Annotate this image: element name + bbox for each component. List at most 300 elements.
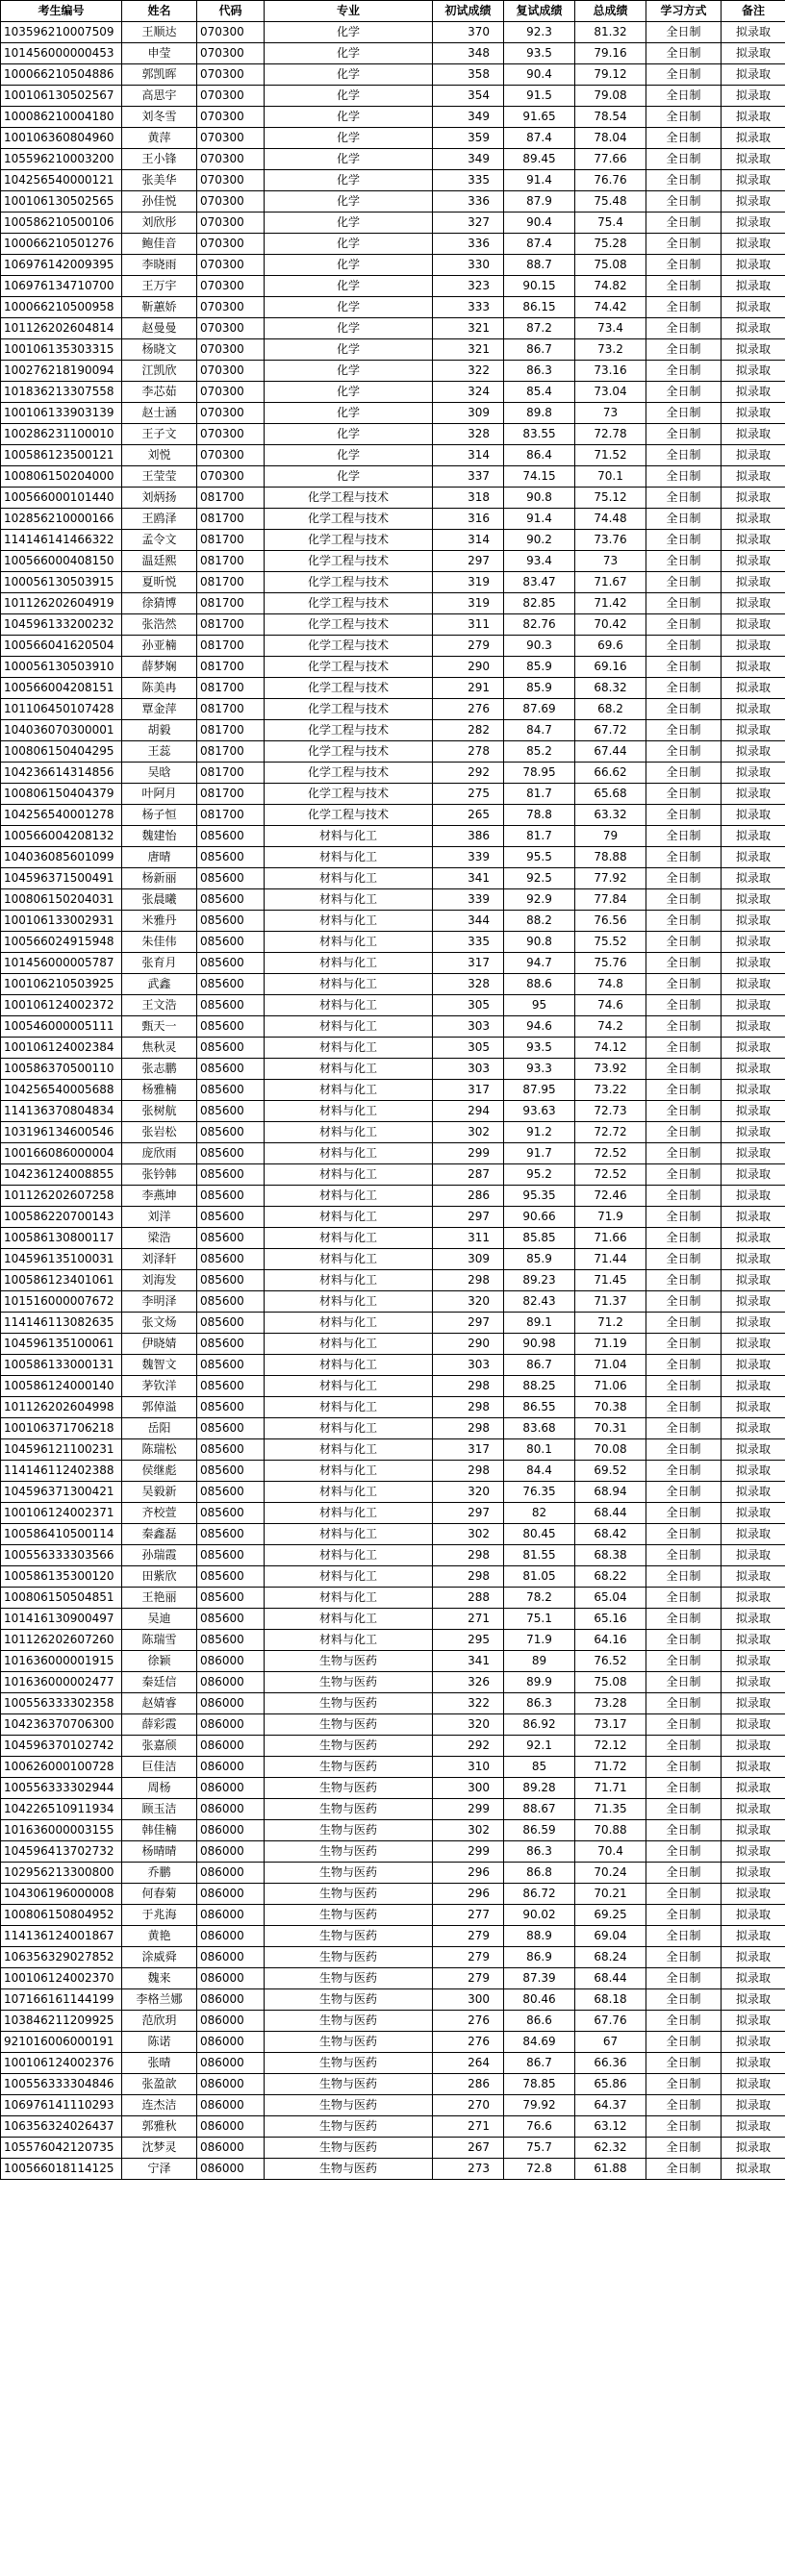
cell-retest-score: 88.9 xyxy=(504,1926,575,1947)
cell-remark: 拟录取 xyxy=(722,445,785,466)
cell-initial-score: 279 xyxy=(433,1926,504,1947)
cell-name: 茅钦洋 xyxy=(122,1376,197,1397)
cell-remark: 拟录取 xyxy=(722,318,785,339)
cell-total-score: 67 xyxy=(575,2032,646,2053)
cell-name: 刘冬雪 xyxy=(122,107,197,128)
cell-major: 化学工程与技术 xyxy=(265,805,433,826)
cell-exam-id: 101636000003155 xyxy=(1,1820,122,1841)
table-row xyxy=(1,2116,785,2138)
cell-name: 郭雅秋 xyxy=(122,2116,197,2138)
table-row xyxy=(1,107,785,128)
cell-name: 陈诺 xyxy=(122,2032,197,2053)
cell-major: 化学 xyxy=(265,234,433,255)
table-row xyxy=(1,1080,785,1101)
cell-initial-score: 299 xyxy=(433,1799,504,1820)
cell-total-score: 73.16 xyxy=(575,361,646,382)
cell-major: 生物与医药 xyxy=(265,1651,433,1672)
cell-total-score: 74.48 xyxy=(575,509,646,530)
cell-exam-id: 102856210000166 xyxy=(1,509,122,530)
cell-exam-id: 105576042120735 xyxy=(1,2138,122,2159)
cell-code: 081700 xyxy=(197,614,265,636)
cell-code: 070300 xyxy=(197,64,265,86)
table-row xyxy=(1,318,785,339)
cell-name: 赵曼曼 xyxy=(122,318,197,339)
cell-name: 顾玉洁 xyxy=(122,1799,197,1820)
cell-name: 秦鑫磊 xyxy=(122,1524,197,1545)
cell-study-mode: 全日制 xyxy=(646,1186,722,1207)
cell-exam-id: 104256540001278 xyxy=(1,805,122,826)
cell-remark: 拟录取 xyxy=(722,107,785,128)
cell-name: 张美华 xyxy=(122,170,197,191)
cell-initial-score: 323 xyxy=(433,276,504,297)
cell-remark: 拟录取 xyxy=(722,1397,785,1418)
cell-retest-score: 87.4 xyxy=(504,234,575,255)
cell-study-mode: 全日制 xyxy=(646,1905,722,1926)
cell-code: 086000 xyxy=(197,1884,265,1905)
table-row xyxy=(1,1291,785,1313)
cell-study-mode: 全日制 xyxy=(646,1291,722,1313)
cell-major: 材料与化工 xyxy=(265,1566,433,1588)
cell-initial-score: 320 xyxy=(433,1482,504,1503)
cell-initial-score: 324 xyxy=(433,382,504,403)
cell-retest-score: 92.1 xyxy=(504,1736,575,1757)
cell-name: 齐校萱 xyxy=(122,1503,197,1524)
cell-retest-score: 90.02 xyxy=(504,1905,575,1926)
cell-remark: 拟录取 xyxy=(722,1122,785,1143)
cell-name: 孙佳悦 xyxy=(122,191,197,213)
cell-initial-score: 287 xyxy=(433,1164,504,1186)
table-row xyxy=(1,403,785,424)
cell-initial-score: 277 xyxy=(433,1905,504,1926)
cell-study-mode: 全日制 xyxy=(646,1989,722,2011)
cell-exam-id: 100166086000004 xyxy=(1,1143,122,1164)
cell-total-score: 75.48 xyxy=(575,191,646,213)
cell-exam-id: 104596135100031 xyxy=(1,1249,122,1270)
cell-total-score: 78.54 xyxy=(575,107,646,128)
cell-remark: 拟录取 xyxy=(722,191,785,213)
cell-retest-score: 86.92 xyxy=(504,1714,575,1736)
cell-initial-score: 322 xyxy=(433,1693,504,1714)
cell-major: 生物与医药 xyxy=(265,1884,433,1905)
cell-study-mode: 全日制 xyxy=(646,889,722,911)
cell-remark: 拟录取 xyxy=(722,2074,785,2095)
cell-study-mode: 全日制 xyxy=(646,1143,722,1164)
cell-total-score: 79.12 xyxy=(575,64,646,86)
cell-exam-id: 104596133200232 xyxy=(1,614,122,636)
table-row xyxy=(1,1439,785,1461)
cell-major: 生物与医药 xyxy=(265,1905,433,1926)
cell-exam-id: 100286231100010 xyxy=(1,424,122,445)
cell-code: 085600 xyxy=(197,1207,265,1228)
cell-total-score: 73.17 xyxy=(575,1714,646,1736)
cell-remark: 拟录取 xyxy=(722,1038,785,1059)
cell-initial-score: 318 xyxy=(433,488,504,509)
header-code: 代码 xyxy=(197,1,265,22)
cell-exam-id: 101416130900497 xyxy=(1,1609,122,1630)
cell-code: 085600 xyxy=(197,1334,265,1355)
cell-initial-score: 359 xyxy=(433,128,504,149)
table-row xyxy=(1,678,785,699)
table-row xyxy=(1,868,785,889)
cell-total-score: 77.66 xyxy=(575,149,646,170)
cell-total-score: 72.52 xyxy=(575,1164,646,1186)
cell-major: 材料与化工 xyxy=(265,1080,433,1101)
cell-retest-score: 88.7 xyxy=(504,255,575,276)
cell-study-mode: 全日制 xyxy=(646,339,722,361)
cell-major: 生物与医药 xyxy=(265,1926,433,1947)
cell-name: 张岩松 xyxy=(122,1122,197,1143)
cell-major: 材料与化工 xyxy=(265,1439,433,1461)
cell-total-score: 74.82 xyxy=(575,276,646,297)
cell-name: 武鑫 xyxy=(122,974,197,995)
cell-major: 化学 xyxy=(265,170,433,191)
cell-study-mode: 全日制 xyxy=(646,1968,722,1989)
cell-name: 张树航 xyxy=(122,1101,197,1122)
cell-major: 生物与医药 xyxy=(265,1989,433,2011)
table-row xyxy=(1,1143,785,1164)
cell-initial-score: 349 xyxy=(433,107,504,128)
cell-name: 朱佳伟 xyxy=(122,932,197,953)
cell-initial-score: 339 xyxy=(433,889,504,911)
cell-retest-score: 91.5 xyxy=(504,86,575,107)
cell-study-mode: 全日制 xyxy=(646,276,722,297)
cell-study-mode: 全日制 xyxy=(646,551,722,572)
cell-total-score: 75.76 xyxy=(575,953,646,974)
cell-total-score: 70.31 xyxy=(575,1418,646,1439)
cell-study-mode: 全日制 xyxy=(646,826,722,847)
cell-total-score: 72.12 xyxy=(575,1736,646,1757)
table-row xyxy=(1,361,785,382)
table-row xyxy=(1,911,785,932)
header-exam-id: 考生编号 xyxy=(1,1,122,22)
cell-exam-id: 100106371706218 xyxy=(1,1418,122,1439)
cell-total-score: 73 xyxy=(575,551,646,572)
cell-retest-score: 86.4 xyxy=(504,445,575,466)
cell-name: 张盈歆 xyxy=(122,2074,197,2095)
cell-code: 086000 xyxy=(197,1947,265,1968)
table-row xyxy=(1,1355,785,1376)
cell-exam-id: 101126202604998 xyxy=(1,1397,122,1418)
cell-major: 生物与医药 xyxy=(265,2095,433,2116)
cell-name: 刘炳扬 xyxy=(122,488,197,509)
cell-remark: 拟录取 xyxy=(722,22,785,43)
cell-code: 070300 xyxy=(197,43,265,64)
cell-exam-id: 100556333303566 xyxy=(1,1545,122,1566)
cell-name: 王文浩 xyxy=(122,995,197,1016)
cell-total-score: 71.19 xyxy=(575,1334,646,1355)
cell-initial-score: 335 xyxy=(433,932,504,953)
cell-total-score: 62.32 xyxy=(575,2138,646,2159)
cell-name: 张嘉颀 xyxy=(122,1736,197,1757)
cell-exam-id: 104596370102742 xyxy=(1,1736,122,1757)
cell-major: 生物与医药 xyxy=(265,1778,433,1799)
cell-study-mode: 全日制 xyxy=(646,741,722,763)
cell-total-score: 63.12 xyxy=(575,2116,646,2138)
cell-retest-score: 90.3 xyxy=(504,636,575,657)
cell-retest-score: 90.15 xyxy=(504,276,575,297)
cell-exam-id: 100566041620504 xyxy=(1,636,122,657)
cell-study-mode: 全日制 xyxy=(646,43,722,64)
cell-remark: 拟录取 xyxy=(722,1841,785,1863)
cell-remark: 拟录取 xyxy=(722,1249,785,1270)
table-row xyxy=(1,234,785,255)
cell-remark: 拟录取 xyxy=(722,699,785,720)
cell-major: 化学 xyxy=(265,403,433,424)
cell-exam-id: 102956213300800 xyxy=(1,1863,122,1884)
cell-code: 086000 xyxy=(197,1672,265,1693)
cell-study-mode: 全日制 xyxy=(646,2053,722,2074)
cell-retest-score: 81.55 xyxy=(504,1545,575,1566)
cell-retest-score: 90.8 xyxy=(504,488,575,509)
header-remark: 备注 xyxy=(722,1,785,22)
cell-name: 薛彩霞 xyxy=(122,1714,197,1736)
cell-exam-id: 100806150804952 xyxy=(1,1905,122,1926)
cell-name: 陈美冉 xyxy=(122,678,197,699)
cell-code: 070300 xyxy=(197,424,265,445)
cell-code: 081700 xyxy=(197,636,265,657)
table-row xyxy=(1,657,785,678)
table-row xyxy=(1,1334,785,1355)
cell-major: 材料与化工 xyxy=(265,1503,433,1524)
cell-total-score: 68.44 xyxy=(575,1503,646,1524)
cell-major: 化学 xyxy=(265,149,433,170)
table-row xyxy=(1,86,785,107)
cell-major: 化学工程与技术 xyxy=(265,551,433,572)
cell-code: 086000 xyxy=(197,2053,265,2074)
cell-major: 化学 xyxy=(265,318,433,339)
table-row xyxy=(1,339,785,361)
cell-study-mode: 全日制 xyxy=(646,1461,722,1482)
cell-remark: 拟录取 xyxy=(722,889,785,911)
cell-major: 材料与化工 xyxy=(265,995,433,1016)
cell-remark: 拟录取 xyxy=(722,995,785,1016)
cell-total-score: 71.2 xyxy=(575,1313,646,1334)
cell-name: 刘悦 xyxy=(122,445,197,466)
cell-initial-score: 317 xyxy=(433,953,504,974)
cell-total-score: 70.24 xyxy=(575,1863,646,1884)
table-row xyxy=(1,1122,785,1143)
cell-remark: 拟录取 xyxy=(722,1291,785,1313)
table-row xyxy=(1,2159,785,2180)
cell-exam-id: 100556333302944 xyxy=(1,1778,122,1799)
header-total-score: 总成绩 xyxy=(575,1,646,22)
cell-study-mode: 全日制 xyxy=(646,1334,722,1355)
cell-retest-score: 90.4 xyxy=(504,213,575,234)
cell-code: 085600 xyxy=(197,847,265,868)
cell-major: 生物与医药 xyxy=(265,1714,433,1736)
cell-code: 085600 xyxy=(197,1524,265,1545)
cell-remark: 拟录取 xyxy=(722,361,785,382)
cell-retest-score: 93.63 xyxy=(504,1101,575,1122)
cell-initial-score: 276 xyxy=(433,2011,504,2032)
cell-remark: 拟录取 xyxy=(722,1186,785,1207)
cell-remark: 拟录取 xyxy=(722,1693,785,1714)
cell-exam-id: 104306196000008 xyxy=(1,1884,122,1905)
cell-total-score: 76.52 xyxy=(575,1651,646,1672)
cell-name: 沈梦灵 xyxy=(122,2138,197,2159)
cell-code: 086000 xyxy=(197,2116,265,2138)
cell-retest-score: 85.85 xyxy=(504,1228,575,1249)
cell-code: 086000 xyxy=(197,1714,265,1736)
cell-code: 070300 xyxy=(197,445,265,466)
cell-code: 085600 xyxy=(197,1228,265,1249)
cell-retest-score: 91.4 xyxy=(504,509,575,530)
cell-exam-id: 106356324026437 xyxy=(1,2116,122,2138)
cell-major: 化学 xyxy=(265,107,433,128)
cell-code: 086000 xyxy=(197,2095,265,2116)
cell-total-score: 66.36 xyxy=(575,2053,646,2074)
cell-major: 材料与化工 xyxy=(265,826,433,847)
cell-retest-score: 93.4 xyxy=(504,551,575,572)
cell-remark: 拟录取 xyxy=(722,509,785,530)
cell-study-mode: 全日制 xyxy=(646,213,722,234)
cell-name: 岳阳 xyxy=(122,1418,197,1439)
cell-remark: 拟录取 xyxy=(722,1863,785,1884)
cell-retest-score: 89.28 xyxy=(504,1778,575,1799)
cell-retest-score: 90.66 xyxy=(504,1207,575,1228)
cell-exam-id: 104596371300421 xyxy=(1,1482,122,1503)
cell-remark: 拟录取 xyxy=(722,1926,785,1947)
cell-code: 086000 xyxy=(197,2074,265,2095)
cell-study-mode: 全日制 xyxy=(646,678,722,699)
cell-major: 材料与化工 xyxy=(265,1016,433,1038)
cell-name: 黄艳 xyxy=(122,1926,197,1947)
table-row xyxy=(1,1059,785,1080)
cell-remark: 拟录取 xyxy=(722,1313,785,1334)
cell-initial-score: 278 xyxy=(433,741,504,763)
cell-study-mode: 全日制 xyxy=(646,1080,722,1101)
cell-name: 郭倬溢 xyxy=(122,1397,197,1418)
table-row xyxy=(1,191,785,213)
cell-retest-score: 91.7 xyxy=(504,1143,575,1164)
cell-name: 胡毅 xyxy=(122,720,197,741)
cell-initial-score: 279 xyxy=(433,636,504,657)
cell-exam-id: 101126202607258 xyxy=(1,1186,122,1207)
cell-initial-score: 319 xyxy=(433,593,504,614)
table-row xyxy=(1,1418,785,1439)
cell-total-score: 63.32 xyxy=(575,805,646,826)
cell-initial-score: 298 xyxy=(433,1461,504,1482)
cell-study-mode: 全日制 xyxy=(646,1397,722,1418)
cell-exam-id: 114146112402388 xyxy=(1,1461,122,1482)
table-row xyxy=(1,1989,785,2011)
cell-name: 王子文 xyxy=(122,424,197,445)
cell-remark: 拟录取 xyxy=(722,1228,785,1249)
cell-exam-id: 100106133002931 xyxy=(1,911,122,932)
cell-name: 张志鹏 xyxy=(122,1059,197,1080)
cell-exam-id: 100626000100728 xyxy=(1,1757,122,1778)
cell-study-mode: 全日制 xyxy=(646,488,722,509)
cell-exam-id: 103846211209925 xyxy=(1,2011,122,2032)
cell-name: 张浩然 xyxy=(122,614,197,636)
cell-name: 王莹莹 xyxy=(122,466,197,488)
cell-study-mode: 全日制 xyxy=(646,1947,722,1968)
cell-retest-score: 78.2 xyxy=(504,1588,575,1609)
cell-initial-score: 311 xyxy=(433,1228,504,1249)
cell-code: 085600 xyxy=(197,1101,265,1122)
cell-name: 鲍佳音 xyxy=(122,234,197,255)
cell-exam-id: 104256540005688 xyxy=(1,1080,122,1101)
cell-major: 化学 xyxy=(265,466,433,488)
cell-exam-id: 100586123401061 xyxy=(1,1270,122,1291)
cell-code: 085600 xyxy=(197,1270,265,1291)
cell-major: 生物与医药 xyxy=(265,1863,433,1884)
cell-retest-score: 94.7 xyxy=(504,953,575,974)
cell-name: 江凯欣 xyxy=(122,361,197,382)
cell-study-mode: 全日制 xyxy=(646,1038,722,1059)
cell-exam-id: 114136370804834 xyxy=(1,1101,122,1122)
cell-total-score: 64.37 xyxy=(575,2095,646,2116)
table-row xyxy=(1,699,785,720)
cell-initial-score: 320 xyxy=(433,1714,504,1736)
cell-retest-score: 79.92 xyxy=(504,2095,575,2116)
cell-major: 材料与化工 xyxy=(265,1376,433,1397)
cell-study-mode: 全日制 xyxy=(646,1778,722,1799)
cell-exam-id: 100566018114125 xyxy=(1,2159,122,2180)
cell-study-mode: 全日制 xyxy=(646,1630,722,1651)
cell-remark: 拟录取 xyxy=(722,234,785,255)
cell-name: 李芯茹 xyxy=(122,382,197,403)
cell-study-mode: 全日制 xyxy=(646,445,722,466)
cell-retest-score: 89.23 xyxy=(504,1270,575,1291)
cell-total-score: 71.44 xyxy=(575,1249,646,1270)
cell-retest-score: 89.1 xyxy=(504,1313,575,1334)
cell-name: 杨子恒 xyxy=(122,805,197,826)
cell-remark: 拟录取 xyxy=(722,614,785,636)
table-row xyxy=(1,1270,785,1291)
cell-code: 085600 xyxy=(197,932,265,953)
cell-study-mode: 全日制 xyxy=(646,1651,722,1672)
cell-code: 070300 xyxy=(197,107,265,128)
cell-exam-id: 104596135100061 xyxy=(1,1334,122,1355)
cell-total-score: 71.72 xyxy=(575,1757,646,1778)
cell-remark: 拟录取 xyxy=(722,1947,785,1968)
cell-exam-id: 104596413702732 xyxy=(1,1841,122,1863)
cell-initial-score: 286 xyxy=(433,1186,504,1207)
cell-initial-score: 267 xyxy=(433,2138,504,2159)
cell-study-mode: 全日制 xyxy=(646,1545,722,1566)
cell-exam-id: 101456000005787 xyxy=(1,953,122,974)
cell-name: 赵士涵 xyxy=(122,403,197,424)
cell-major: 化学 xyxy=(265,213,433,234)
cell-retest-score: 85.9 xyxy=(504,657,575,678)
table-row xyxy=(1,530,785,551)
cell-initial-score: 314 xyxy=(433,530,504,551)
cell-initial-score: 341 xyxy=(433,868,504,889)
cell-exam-id: 100556333302358 xyxy=(1,1693,122,1714)
cell-remark: 拟录取 xyxy=(722,953,785,974)
cell-initial-score: 333 xyxy=(433,297,504,318)
cell-initial-score: 354 xyxy=(433,86,504,107)
cell-major: 生物与医药 xyxy=(265,1968,433,1989)
cell-initial-score: 298 xyxy=(433,1376,504,1397)
cell-retest-score: 80.1 xyxy=(504,1439,575,1461)
cell-study-mode: 全日制 xyxy=(646,361,722,382)
cell-major: 材料与化工 xyxy=(265,1397,433,1418)
cell-code: 085600 xyxy=(197,868,265,889)
cell-study-mode: 全日制 xyxy=(646,297,722,318)
cell-name: 侯继彪 xyxy=(122,1461,197,1482)
cell-initial-score: 297 xyxy=(433,1313,504,1334)
cell-total-score: 74.8 xyxy=(575,974,646,995)
cell-initial-score: 302 xyxy=(433,1122,504,1143)
cell-name: 刘泽轩 xyxy=(122,1249,197,1270)
cell-remark: 拟录取 xyxy=(722,1545,785,1566)
cell-code: 081700 xyxy=(197,784,265,805)
cell-code: 085600 xyxy=(197,1439,265,1461)
cell-major: 生物与医药 xyxy=(265,2053,433,2074)
cell-retest-score: 92.3 xyxy=(504,22,575,43)
